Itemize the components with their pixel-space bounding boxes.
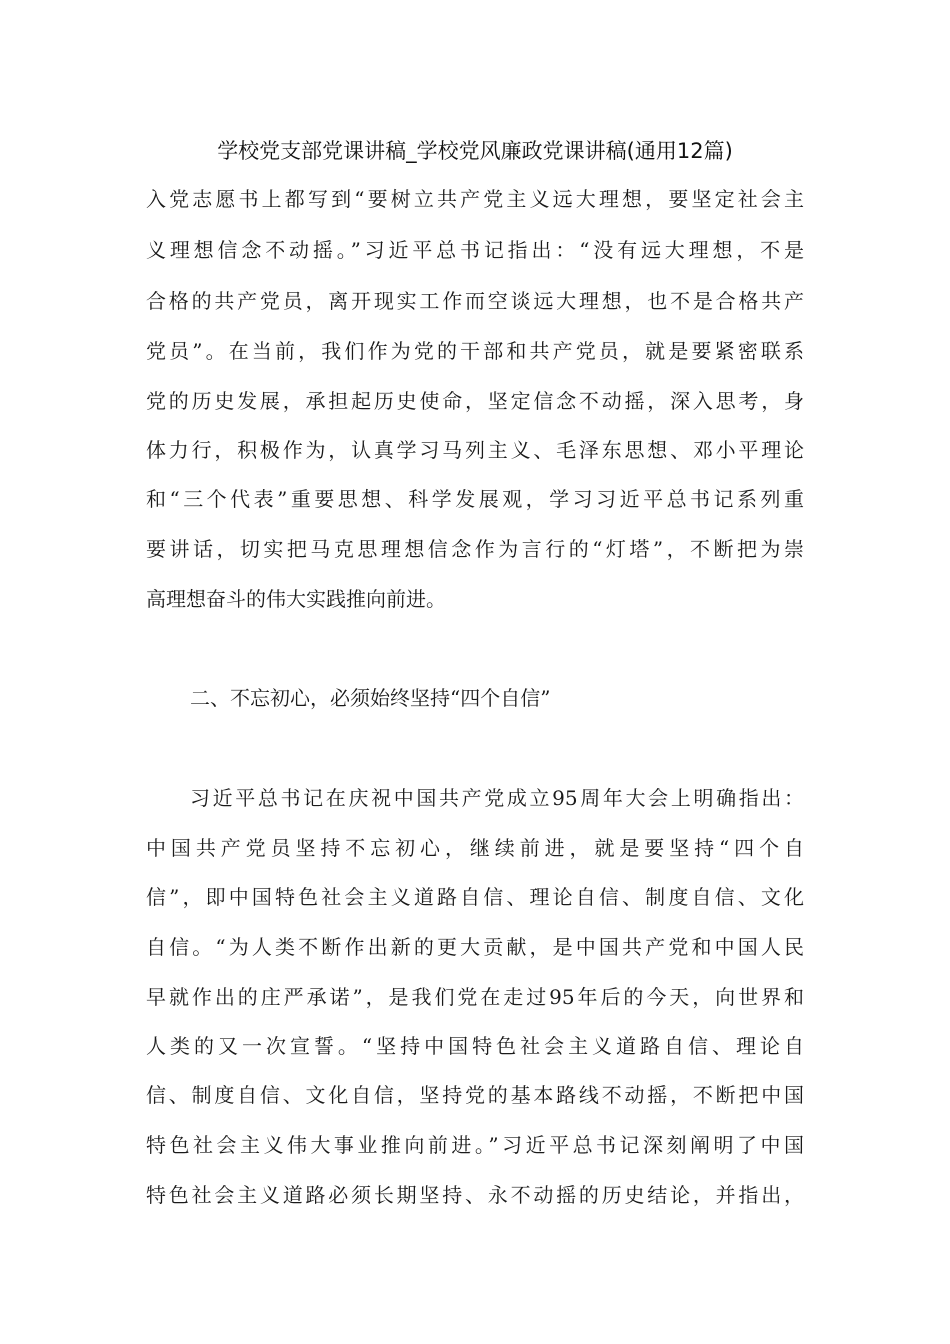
paragraph-line: 要讲话，切实把马克思理想信念作为言行的“灯塔”，不断把为崇	[146, 537, 804, 561]
paragraph-line: 人类的又一次宣誓。“坚持中国特色社会主义道路自信、理论自	[146, 1034, 804, 1058]
paragraph-line: 高理想奋斗的伟大实践推向前进。	[146, 587, 446, 611]
paragraph-line: 党的历史发展，承担起历史使命，坚定信念不动摇，深入思考，身	[146, 389, 804, 413]
paragraph-line: 中国共产党员坚持不忘初心，继续前进，就是要坚持“四个自	[146, 836, 804, 860]
paragraph-line: 特色社会主义道路必须长期坚持、永不动摇的历史结论，并指出，	[146, 1183, 804, 1207]
paragraph-line: 义理想信念不动摇。”习近平总书记指出：“没有远大理想，不是	[146, 238, 804, 262]
paragraph-line: 和“三个代表”重要思想、科学发展观，学习习近平总书记系列重	[146, 487, 804, 511]
paragraph-line: 特色社会主义伟大事业推向前进。”习近平总书记深刻阐明了中国	[146, 1133, 804, 1157]
paragraph-line: 早就作出的庄严承诺”，是我们党在走过95年后的今天，向世界和	[146, 985, 804, 1009]
paragraph-line: 信”，即中国特色社会主义道路自信、理论自信、制度自信、文化	[146, 885, 804, 909]
paragraph-line: 自信。“为人类不断作出新的更大贡献，是中国共产党和中国人民	[146, 935, 804, 959]
section-heading: 二、不忘初心，必须始终坚持“四个自信”	[190, 686, 551, 710]
paragraph-line: 党员”。在当前，我们作为党的干部和共产党员，就是要紧密联系	[146, 339, 804, 363]
document-title: 学校党支部党课讲稿_学校党风廉政党课讲稿(通用12篇)	[217, 139, 733, 163]
paragraph-line: 合格的共产党员，离开现实工作而空谈远大理想，也不是合格共产	[146, 289, 804, 313]
paragraph-line: 体力行，积极作为，认真学习马列主义、毛泽东思想、邓小平理论	[146, 438, 804, 462]
paragraph-line: 入党志愿书上都写到“要树立共产党主义远大理想，要坚定社会主	[146, 187, 804, 211]
paragraph-line: 信、制度自信、文化自信，坚持党的基本路线不动摇，不断把中国	[146, 1083, 804, 1107]
paragraph-line: 习近平总书记在庆祝中国共产党成立95周年大会上明确指出：	[190, 786, 804, 810]
